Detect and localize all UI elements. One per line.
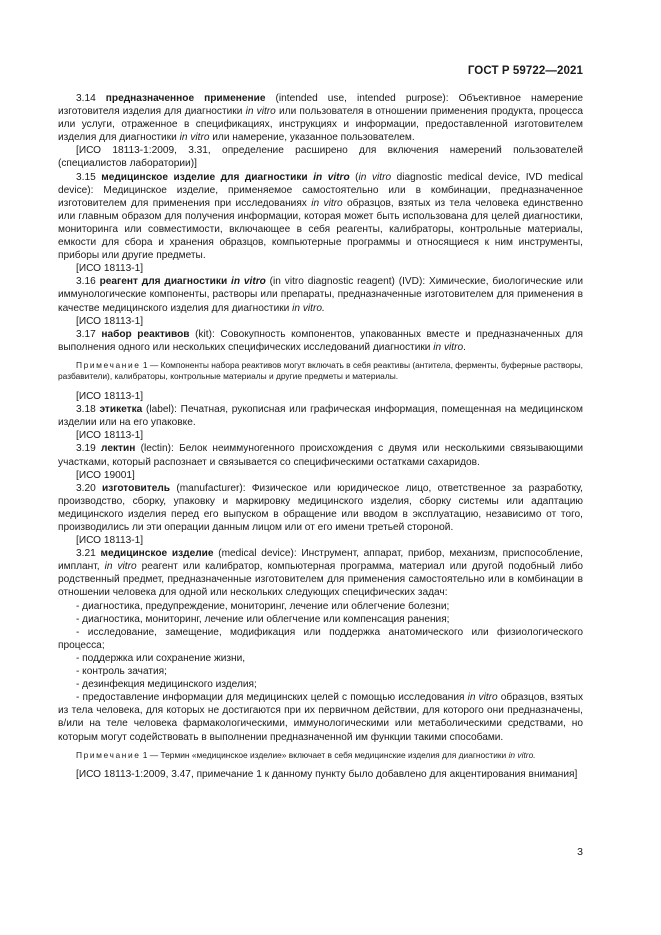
italic-in-vitro: in vitro	[104, 561, 137, 573]
clause-number: 3.19	[76, 443, 96, 455]
clause-number: 3.16	[76, 276, 96, 288]
term-kit: набор реактивов	[101, 328, 190, 340]
note-label: Примечание	[76, 749, 141, 760]
note-italic: in vitro.	[508, 749, 536, 760]
definition-text: или намерение, указанное пользователем.	[209, 132, 415, 144]
definition-text: (kit): Совокупность компонентов, упакованных вместе и предназначенных для выполнения одного или нескольких специфических исследований диагностики	[58, 328, 583, 353]
definition-text: (manufacturer): Физическое или юридическое лицо, ответственное за разработку, производство, сборку, упаковку и маркировку медицинского изделия, сборку системы или адаптацию медицинского изделия перед его выпуском в обращение или вводом в эксплуатацию, независимо от того, производились ли эти операции данным лицом или от его имени третьей стороной.	[58, 482, 583, 533]
term-manufacturer: изготовитель	[102, 482, 171, 494]
italic-in-vitro: in vitro	[245, 106, 276, 118]
note-text: 1 — Компоненты набора реактивов могут включать в себя реактивы (антитела, ферменты, буферные растворы, разбавители), калибраторы, контрольные материалы и другие предметы и материалы.	[58, 359, 583, 382]
page-number: 3	[577, 846, 583, 858]
clause-number: 3.18	[76, 404, 96, 416]
clause-number: 3.20	[76, 482, 96, 494]
note-text: 1 — Термин «медицинское изделие» включает в себя медицинские изделия для диагностики	[140, 749, 509, 760]
term-text: реагент для диагностики	[99, 276, 232, 288]
reference-3-21: [ИСО 18113-1:2009, 3.47, примечание 1 к данному пункту было добавлено для акцентирования внимания]	[76, 769, 578, 781]
definition-text: (lectin): Белок неиммуногенного происхождения с двумя или несколькими связывающими участками, который распознает и связывается со специфическими остатками сахаридов.	[58, 443, 583, 468]
term-lectin: лектин	[101, 443, 136, 455]
clause-number: 3.21	[76, 548, 96, 560]
definition-text: (medical device): Инструмент, аппарат, прибор, механизм, приспособление, имплант,	[58, 548, 583, 573]
term-ivd-reagent	[100, 276, 266, 287]
definition-text: (label): Печатная, рукописная или графическая информация, помещенная на медицинском изделии или на его упаковке.	[58, 404, 583, 429]
definition-text: (in vitro diagnostic reagent) (IVD): Химические, биологические или иммунологические компоненты, растворы или препараты, предназначенные изготовителем для применения в качестве медицинского изделия для диагностики	[58, 276, 583, 314]
list-item-text: - предоставление информации для медицинских целей с помощью исследования	[76, 692, 468, 704]
reference-3-17: [ИСО 18113-1]	[76, 391, 144, 403]
italic-in-vitro: in vitro.	[292, 302, 325, 314]
purpose-list	[58, 600, 583, 744]
list-item: - исследование, замещение, модификация или поддержка анатомического или физиологического процесса;	[58, 626, 583, 651]
definition-text: (	[349, 171, 359, 183]
reference-3-20: [ИСО 18113-1]	[76, 535, 144, 547]
definition-text: реагент или калибратор, компьютерная программа, материал или другой подобный либо родственный предмет, предназначенные изготовителем для применения самостоятельно или в комбинации в отношении человека для одной или нескольких следующих специфических задач:	[58, 561, 584, 599]
reference-3-19: [ИСО 19001]	[76, 469, 135, 481]
clause-number: 3.17	[76, 328, 96, 340]
definition-text: (intended use, intended purpose): Объективное намерение изготовителя изделия для диагностики	[58, 93, 583, 118]
note-label: Примечание	[76, 359, 141, 370]
term-intended-use: предназначенное применение	[105, 93, 266, 104]
list-item: - контроль зачатия;	[76, 666, 167, 678]
italic-in-vitro: in vitro	[358, 171, 392, 183]
list-item	[58, 691, 583, 743]
term-text: медицинское изделие для диагностики	[101, 171, 314, 183]
definition-3-18	[58, 403, 583, 429]
definition-3-16	[58, 275, 583, 314]
reference-3-18: [ИСО 18113-1]	[76, 430, 144, 442]
reference-3-16: [ИСО 18113-1]	[76, 315, 144, 327]
term-label: этикетка	[99, 404, 143, 416]
definition-text: .	[463, 341, 466, 353]
italic-in-vitro: in vitro	[179, 132, 210, 144]
term-italic: in vitro	[313, 171, 350, 183]
term-ivd-medical-device	[101, 172, 349, 183]
note-3-21	[58, 750, 583, 762]
definition-text: или пользователя в отношении применения продукта, процесса или услуги, отраженное в спецификациях, инструкциях и информации, предоставленной изготовителем изделия для диагностики	[58, 106, 583, 144]
term-medical-device: медицинское изделие	[100, 548, 214, 560]
definition-3-14	[58, 92, 583, 144]
definition-3-15	[58, 171, 583, 263]
list-item: - диагностика, предупреждение, мониторинг, лечение или облегчение болезни;	[76, 600, 450, 612]
definition-text: diagnostic medical device, IVD medical device): Медицинское изделие, применяемое самостоятельно или в комбинации, предназначенное изготовителем для применения при исследованиях	[58, 171, 583, 209]
term-italic: in vitro	[231, 276, 266, 288]
list-item: - дезинфекция медицинского изделия;	[76, 679, 257, 691]
definition-3-21	[58, 547, 583, 599]
definition-3-20	[58, 482, 583, 534]
document-code-header: ГОСТ Р 59722—2021	[467, 65, 583, 77]
clause-number: 3.14	[76, 93, 96, 104]
reference-3-15: [ИСО 18113-1]	[76, 263, 144, 275]
italic-in-vitro: in vitro	[311, 197, 343, 209]
reference-3-14: [ИСО 18113-1:2009, 3.31, определение расширено для включения намерений пользователей (специалистов лаборатории)]	[58, 145, 583, 170]
clause-number: 3.15	[76, 171, 96, 183]
list-item: - поддержка или сохранение жизни,	[76, 652, 246, 664]
note-3-17	[58, 360, 583, 383]
definition-text: образцов, взятых из тела человека единственно или главным образом для получения информации, которая может быть использована для целей диагностики, мониторинга или совместимости, включающее в себя реагенты, калибраторы, контрольные материалы, емкости для сбора и хранения образцов, компьютерные программы и относящиеся к ним инструменты, приборы или другие предметы.	[58, 197, 583, 262]
definition-3-19	[58, 442, 583, 468]
list-item: - диагностика, мониторинг, лечение или облегчение или компенсация ранения;	[76, 613, 450, 625]
italic-in-vitro: in vitro	[467, 692, 498, 704]
list-item-text: образцов, взятых из тела человека, для которых не достигаются при их первичном действии, для которого они предназначены, в/или на теле человека фармакологическими, иммунологическими или метаболическими средствами, но которым могут содействовать в выполнении предназначенной им функции такими способами.	[58, 692, 584, 743]
definition-3-17	[58, 328, 583, 354]
document-body	[58, 92, 583, 781]
italic-in-vitro: in vitro	[433, 341, 464, 353]
